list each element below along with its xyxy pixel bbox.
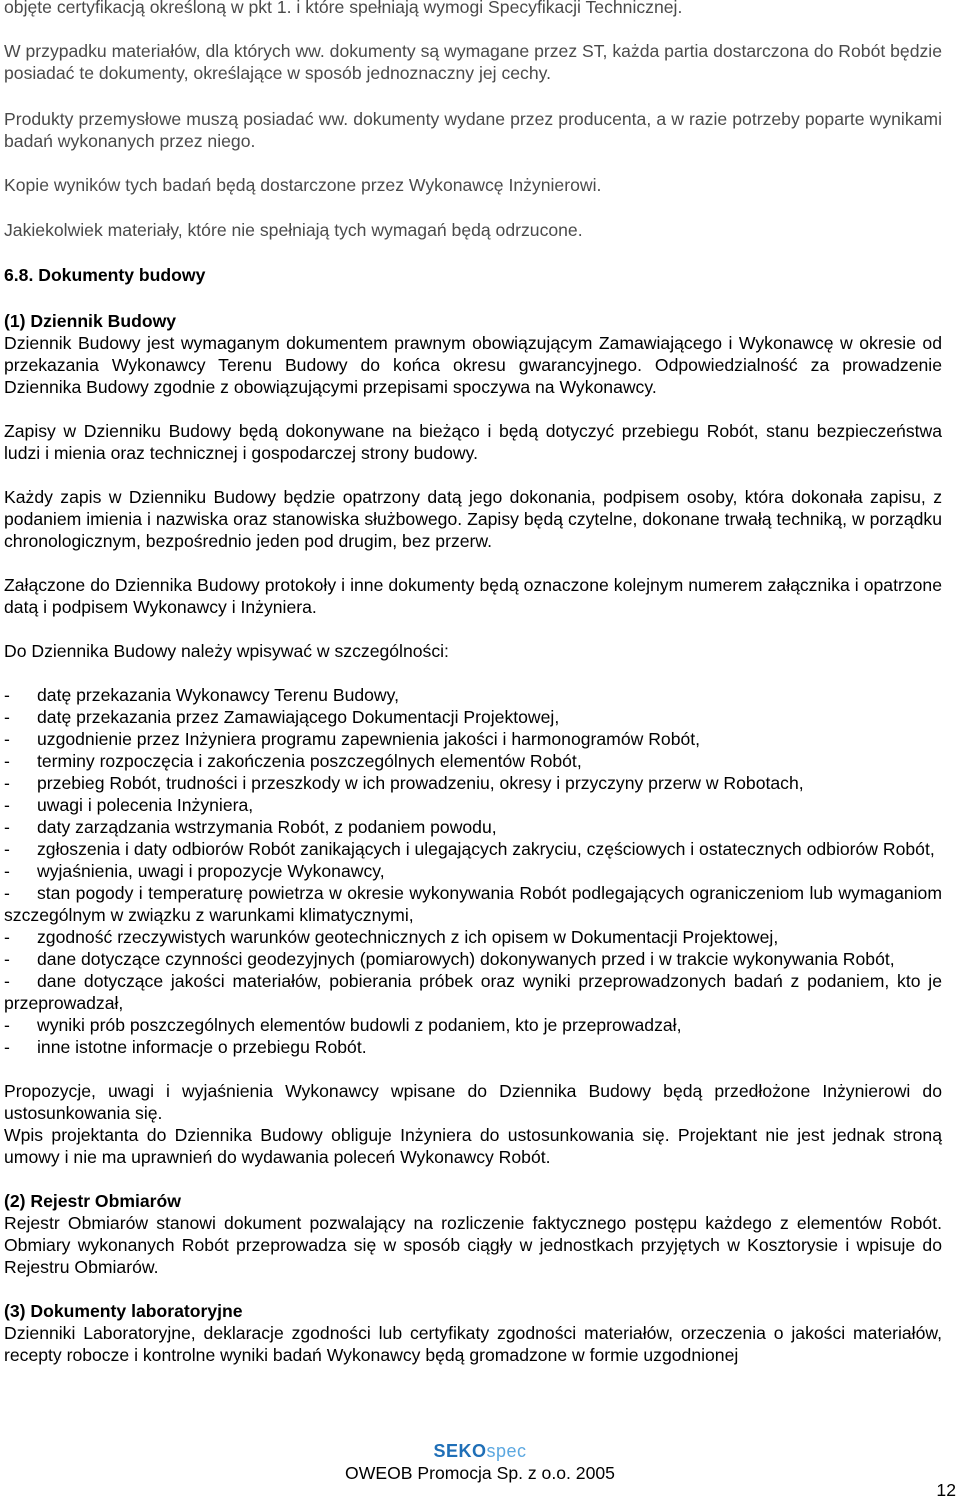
list-item: - datę przekazania przez Zamawiającego Dokumentacji Projektowej, xyxy=(4,707,560,727)
diary-paragraph-3: Każdy zapis w Dzienniku Budowy będzie opatrzony datą jego dokonania, podpisem osoby, która dokonała zapisu, z podaniem imienia i nazwiska oraz stanowiska służbowego. Zapisy będą czytelne, dokonane trwałą techniką, w porządku chronologicznym, bezpośrednio jeden pod drugim, bez przerw. xyxy=(4,487,942,551)
list-item: - zgłoszenia i daty odbiorów Robót zanikających i ulegających zakryciu, częściowych i ostatecznych odbiorów Robót, xyxy=(4,839,935,859)
list-item: - przebieg Robót, trudności i przeszkody w ich prowadzeniu, okresy i przyczyny przerw w Robotach, xyxy=(4,773,804,793)
list-item: - uzgodnienie przez Inżyniera programu zapewnienia jakości i harmonogramów Robót, xyxy=(4,729,701,749)
list-item: - dane dotyczące czynności geodezyjnych (pomiarowych) dokonywanych przed i w trakcie wykonywania Robót, xyxy=(4,949,895,969)
intro-paragraph-2: W przypadku materiałów, dla których ww. dokumenty są wymagane przez ST, każda partia dostarczona do Robót będzie posiadać te dokumenty, określające w sposób jednoznaczny jej cechy. xyxy=(4,41,942,83)
list-item: - zgodność rzeczywistych warunków geotechnicznych z ich opisem w Dokumentacji Projektowej, xyxy=(4,927,779,947)
intro-paragraph-4: Kopie wyników tych badań będą dostarczone przez Wykonawcę Inżynierowi. xyxy=(4,175,602,195)
section-heading: 6.8. Dokumenty budowy xyxy=(4,265,206,285)
diary-entry-list xyxy=(4,684,942,1058)
list-item: - wyjaśnienia, uwagi i propozycje Wykonawcy, xyxy=(4,861,385,881)
list-item: - daty zarządzania wstrzymania Robót, z podaniem powodu, xyxy=(4,817,497,837)
page-number: 12 xyxy=(936,1480,956,1500)
list-item: - dane dotyczące jakości materiałów, pobierania próbek oraz wyniki przeprowadzonych badań z podaniem, kto je przeprowadzał, xyxy=(4,971,942,1013)
sekospec-logo: SEKOspec xyxy=(433,1441,527,1461)
list-item: - datę przekazania Wykonawcy Terenu Budowy, xyxy=(4,685,400,705)
subsection-heading-2: (2) Rejestr Obmiarów xyxy=(4,1191,181,1211)
intro-paragraph-1: objęte certyfikacją określoną w pkt 1. i które spełniają wymogi Specyfikacji Technicznej. xyxy=(4,0,683,17)
section-body xyxy=(4,310,942,1366)
list-item: - terminy rozpoczęcia i zakończenia poszczególnych elementów Robót, xyxy=(4,751,582,771)
subsection-heading-3: (3) Dokumenty laboratoryjne xyxy=(4,1301,243,1321)
lab-paragraph: Dzienniki Laboratoryjne, deklaracje zgodności lub certyfikaty zgodności materiałów, orzeczenia o jakości materiałów, recepty robocze i kontrolne wyniki badań Wykonawcy będą gromadzone w formie uzgodnionej xyxy=(4,1323,942,1365)
diary-paragraph-4: Załączone do Dziennika Budowy protokoły i inne dokumenty będą oznaczone kolejnym numerem załącznika i opatrzone datą i podpisem Wykonawcy i Inżyniera. xyxy=(4,575,942,617)
list-item: - inne istotne informacje o przebiegu Robót. xyxy=(4,1037,367,1057)
measurement-paragraph: Rejestr Obmiarów stanowi dokument pozwalający na rozliczenie faktycznego postępu każdego z elementów Robót. Obmiary wykonanych Robót przeprowadza się w sposób ciągły w jednostkach przyjętych w Kosztorysie i wpisuje do Rejestru Obmiarów. xyxy=(4,1213,942,1277)
page-footer xyxy=(0,1440,960,1484)
intro-paragraph-5: Jakiekolwiek materiały, które nie spełniają tych wymagań będą odrzucone. xyxy=(4,220,583,240)
list-item: - uwagi i polecenia Inżyniera, xyxy=(4,795,254,815)
diary-paragraph-1: Dziennik Budowy jest wymaganym dokumentem prawnym obowiązującym Zamawiającego i Wykonawcę w okresie od przekazania Wykonawcy Terenu Budowy do końca okresu gwarancyjnego. Odpowiedzialność za prowadzenie Dziennika Budowy zgodnie z obowiązującymi przepisami spoczywa na Wykonawcy. xyxy=(4,333,942,397)
list-item: - stan pogody i temperaturę powietrza w okresie wykonywania Robót podlegających ograniczeniom lub wymaganiom szczególnym w związku z warunkami klimatycznymi, xyxy=(4,883,942,925)
diary-paragraph-6: Propozycje, uwagi i wyjaśnienia Wykonawcy wpisane do Dziennika Budowy będą przedłożone Inżynierowi do ustosunkowania się. xyxy=(4,1081,942,1123)
intro-paragraph-3: Produkty przemysłowe muszą posiadać ww. dokumenty wydane przez producenta, a w razie potrzeby poparte wynikami badań wykonanych przez niego. xyxy=(4,109,942,151)
diary-paragraph-7: Wpis projektanta do Dziennika Budowy obliguje Inżyniera do ustosunkowania się. Projektant nie jest jednak stroną umowy i nie ma uprawnień do wydawania poleceń Wykonawcy Robót. xyxy=(4,1125,942,1167)
footer-organization: OWEOB Promocja Sp. z o.o. 2005 xyxy=(345,1463,615,1483)
diary-paragraph-2: Zapisy w Dzienniku Budowy będą dokonywane na bieżąco i będą dotyczyć przebiegu Robót, stanu bezpieczeństwa ludzi i mienia oraz technicznej i gospodarczej strony budowy. xyxy=(4,421,942,463)
subsection-heading-1: (1) Dziennik Budowy xyxy=(4,311,177,331)
diary-paragraph-5: Do Dziennika Budowy należy wpisywać w szczególności: xyxy=(4,641,449,661)
list-item: - wyniki prób poszczególnych elementów budowli z podaniem, kto je przeprowadzał, xyxy=(4,1015,682,1035)
